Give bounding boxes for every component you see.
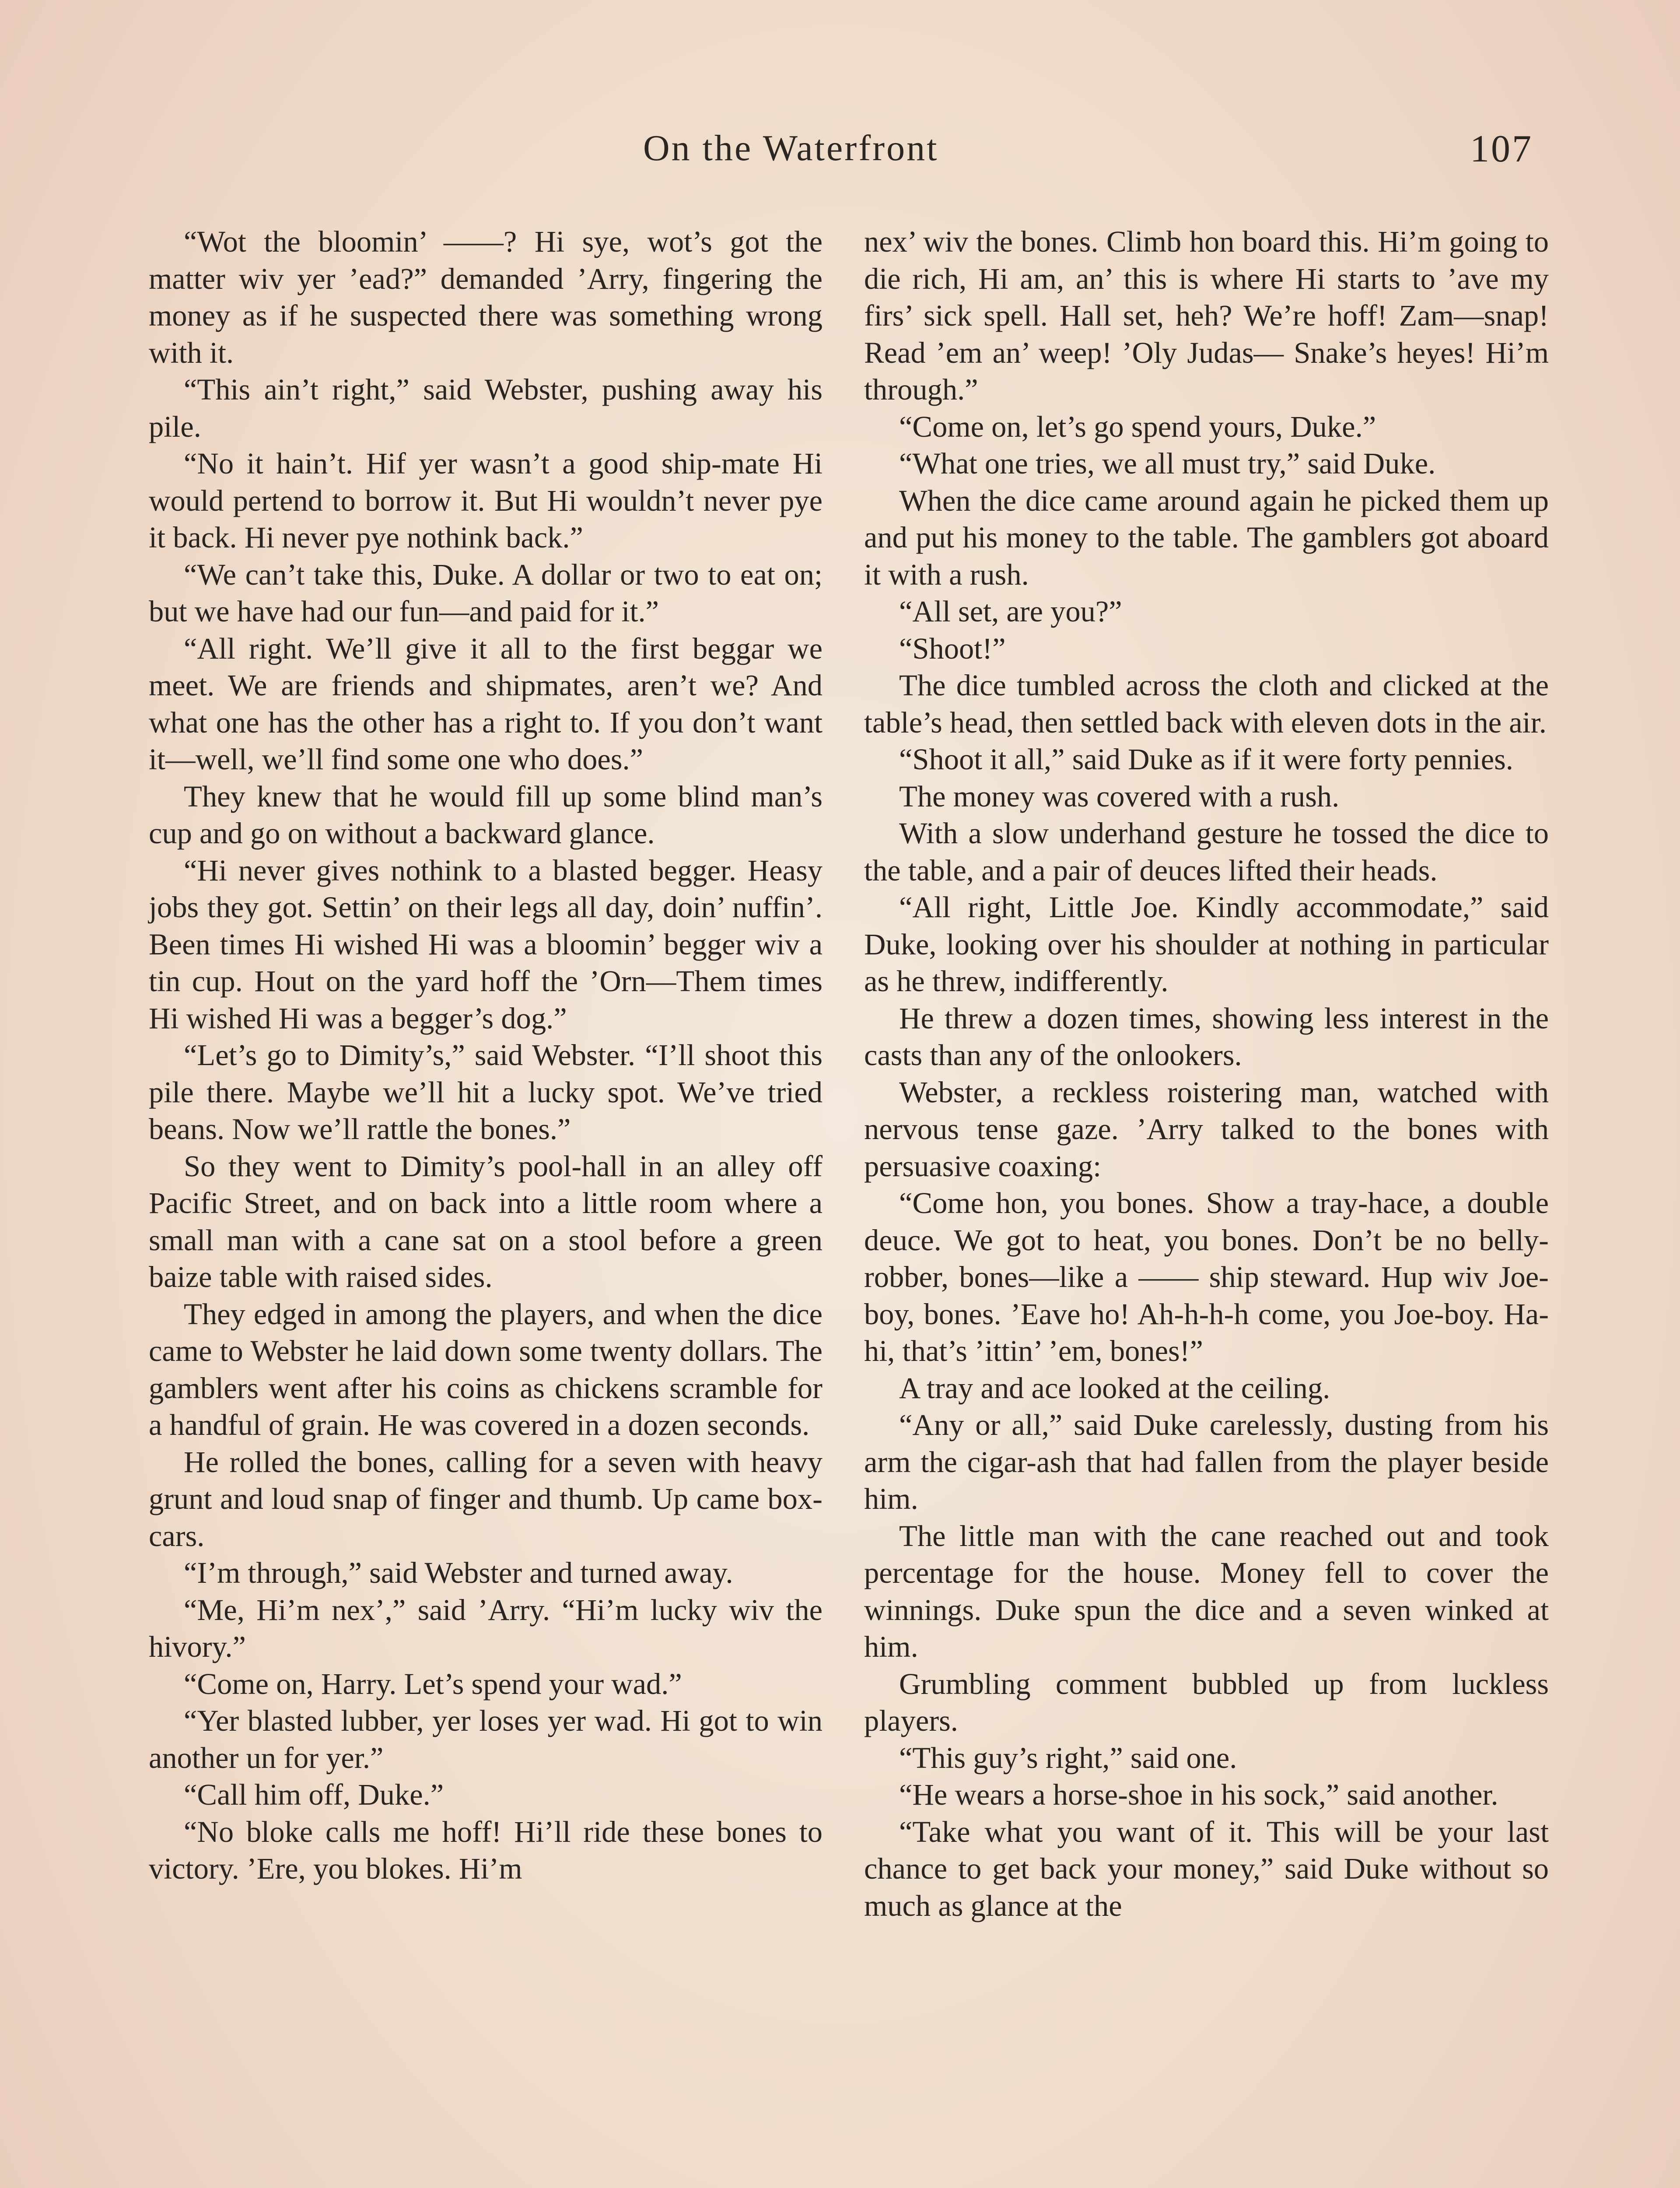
paragraph: “Come on, Harry. Let’s spend your wad.” <box>184 1667 682 1701</box>
paragraph: “Shoot!” <box>899 631 1006 665</box>
paragraph: “All set, are you?” <box>899 595 1122 628</box>
paragraph: “Yer blasted lubber, yer loses yer wad. Hi got to win another un for yer.” <box>149 1704 822 1774</box>
paragraph: “Any or all,” said Duke carelessly, dusting from his arm the cigar-ash that had fallen from the player beside him. <box>864 1408 1549 1515</box>
paragraph: “This guy’s right,” said one. <box>899 1741 1237 1774</box>
paragraph: So they went to Dimity’s pool-hall in an alley off Pacific Street, and on back into a little room where a small man with a cane sat on a stool before a green baize table with raised sides. <box>149 1149 822 1294</box>
paragraph: “Let’s go to Dimity’s,” said Webster. “I’ll shoot this pile there. Maybe we’ll hit a lucky spot. We’ve tried beans. Now we’ll rattle the bones.” <box>149 1038 822 1146</box>
paragraph: “All right, Little Joe. Kindly accommodate,” said Duke, looking over his shoulder at nothing in particular as he threw, indifferently. <box>864 891 1549 998</box>
paragraph: Grumbling comment bubbled up from luckless players. <box>864 1667 1549 1737</box>
paragraph: “Take what you want of it. This will be your last chance to get back your money,” said Duke without so much as glance at the <box>864 1815 1549 1922</box>
paragraph: “No it hain’t. Hif yer wasn’t a good ship-mate Hi would pertend to borrow it. But Hi wouldn’t never pye it back. Hi never pye nothink back.” <box>149 447 822 554</box>
paragraph: “Shoot it all,” said Duke as if it were forty pennies. <box>899 743 1513 776</box>
paragraph: “We can’t take this, Duke. A dollar or two to eat on; but we have had our fun—and paid for it.” <box>149 558 822 628</box>
paragraph: He threw a dozen times, showing less interest in the casts than any of the onlookers. <box>864 1001 1549 1072</box>
paragraph: They knew that he would fill up some blind man’s cup and go on without a backward glance. <box>149 779 822 850</box>
paragraph: The dice tumbled across the cloth and clicked at the table’s head, then settled back with eleven dots in the air. <box>864 669 1549 739</box>
paragraph: With a slow underhand gesture he tossed the dice to the table, and a pair of deuces lifted their heads. <box>864 817 1549 887</box>
paragraph: “Come hon, you bones. Show a tray-hace, a double deuce. We got to heat, you bones. Don’t be no belly-robber, bones—like a —— ship steward. Hup wiv Joe-boy, bones. ’Eave ho! Ah-h-h-h come, you Joe-boy. Ha-hi, that’s ’ittin’ ’em, bones!” <box>864 1186 1549 1368</box>
paragraph: “Wot the bloomin’ ——? Hi sye, wot’s got the matter wiv yer ’ead?” demanded ’Arry, fingering the money as if he suspected there was something wrong with it. <box>149 225 822 369</box>
paragraph: The little man with the cane reached out and took percentage for the house. Money fell to cover the winnings. Duke spun the dice and a seven winked at him. <box>864 1519 1549 1663</box>
right-column <box>864 223 1549 1924</box>
page-number: 107 <box>1470 128 1533 170</box>
left-column <box>149 223 822 1887</box>
paragraph: When the dice came around again he picked them up and put his money to the table. The gamblers got aboard it with a rush. <box>864 484 1549 591</box>
paragraph: “Call him off, Duke.” <box>184 1778 444 1811</box>
running-title: On the Waterfront <box>643 128 939 168</box>
paragraph: “No bloke calls me hoff! Hi’ll ride these bones to victory. ’Ere, you blokes. Hi’m <box>149 1815 822 1885</box>
paragraph: “Me, Hi’m nex’,” said ’Arry. “Hi’m lucky wiv the hivory.” <box>149 1593 822 1663</box>
paragraph: “Hi never gives nothink to a blasted begger. Heasy jobs they got. Settin’ on their legs all day, doin’ nuffin’. Been times Hi wished Hi was a bloomin’ begger wiv a tin cup. Hout on the yard hoff the ’Orn—Them times Hi wished Hi was a begger’s dog.” <box>149 853 822 1035</box>
paragraph: The money was covered with a rush. <box>899 779 1340 813</box>
paragraph: “This ain’t right,” said Webster, pushing away his pile. <box>149 373 822 443</box>
paragraph: “All right. We’ll give it all to the first beggar we meet. We are friends and shipmates, aren’t we? And what one has the other has a right to. If you don’t want it—well, we’ll find some one who does.” <box>149 631 822 776</box>
paragraph: “Come on, let’s go spend yours, Duke.” <box>899 410 1376 443</box>
paragraph: They edged in among the players, and when the dice came to Webster he laid down some twenty dollars. The gamblers went after his coins as chickens scramble for a handful of grain. He was covered in a dozen seconds. <box>149 1297 822 1441</box>
paragraph: He rolled the bones, calling for a seven with heavy grunt and loud snap of finger and thumb. Up came box-cars. <box>149 1445 822 1553</box>
paragraph: nex’ wiv the bones. Climb hon board this. Hi’m going to die rich, Hi am, an’ this is where Hi starts to ’ave my firs’ sick spell. Hall set, heh? We’re hoff! Zam—snap! Read ’em an’ weep! ’Oly Judas— Snake’s heyes! Hi’m through.” <box>864 225 1549 406</box>
paragraph: A tray and ace looked at the ceiling. <box>899 1371 1330 1405</box>
paragraph: Webster, a reckless roistering man, watched with nervous tense gaze. ’Arry talked to the bones with persuasive coaxing: <box>864 1075 1549 1183</box>
paragraph: “I’m through,” said Webster and turned away. <box>184 1556 733 1589</box>
paragraph: “What one tries, we all must try,” said Duke. <box>899 447 1436 480</box>
paragraph: “He wears a horse-shoe in his sock,” said another. <box>899 1778 1498 1811</box>
